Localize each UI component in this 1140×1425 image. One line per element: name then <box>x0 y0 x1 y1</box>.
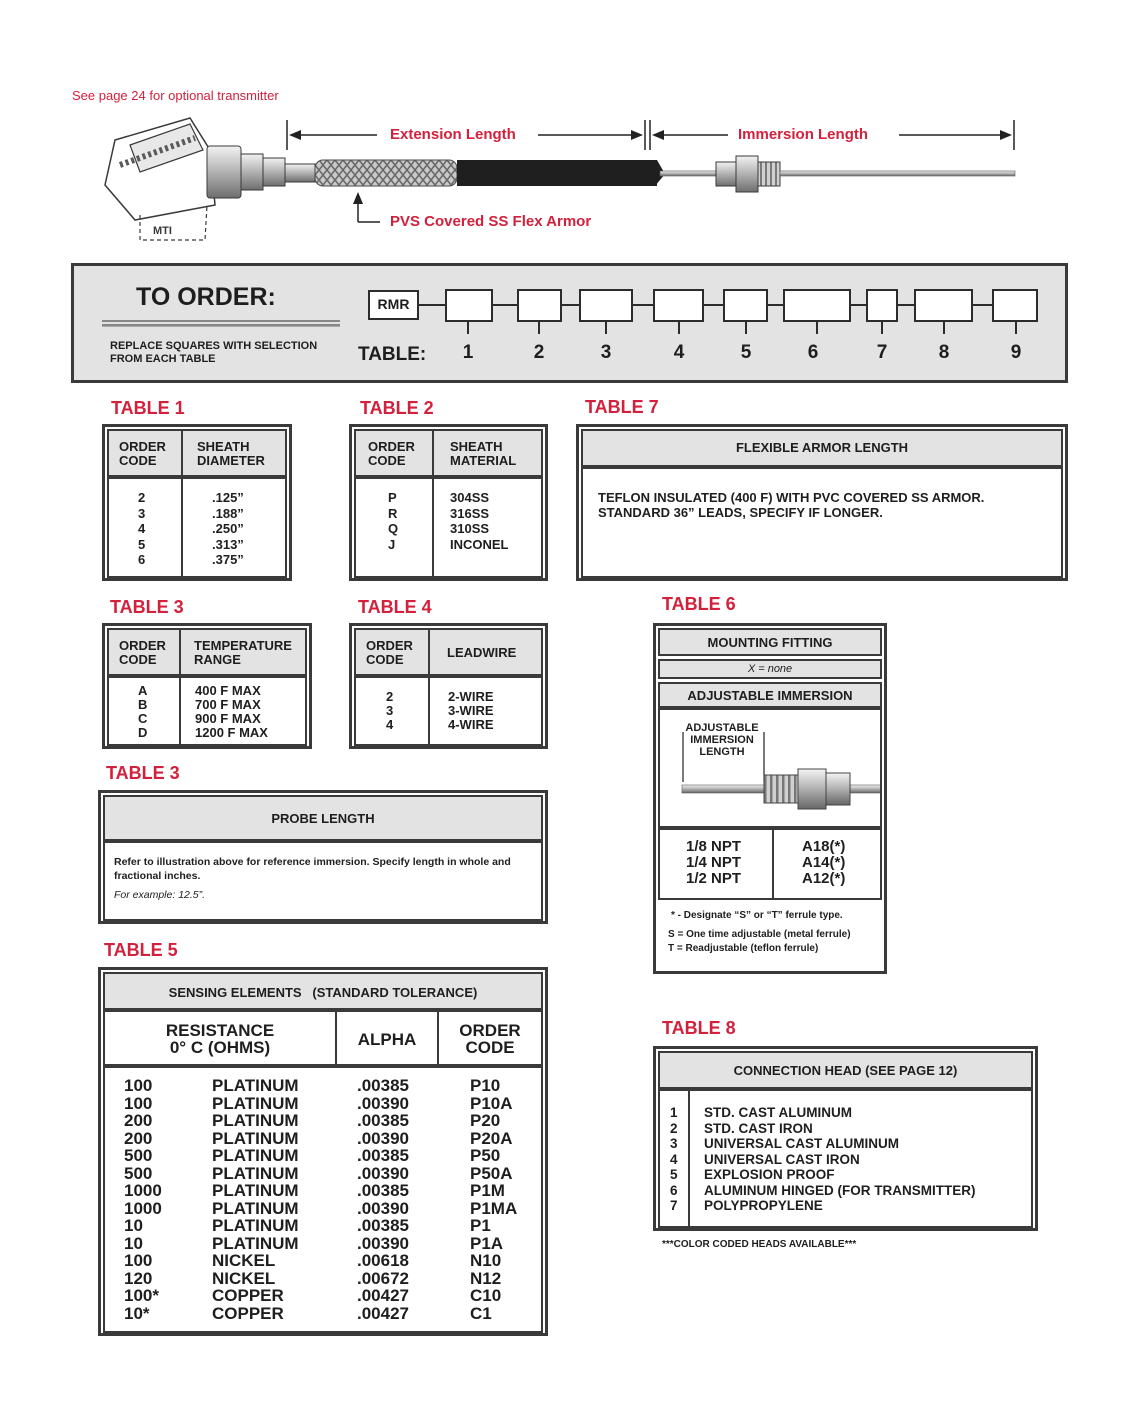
table5-header: SENSING ELEMENTS (STANDARD TOLERANCE) <box>168 985 478 1000</box>
table4-title: TABLE 4 <box>358 597 432 617</box>
armor-label: PVS Covered SS Flex Armor <box>390 213 592 230</box>
order-instruction: REPLACE SQUARES WITH SELECTION FROM EACH TABLE <box>110 340 318 365</box>
table6-codes: A18(*) A14(*) A12(*) <box>802 838 846 887</box>
table2 <box>349 424 548 581</box>
immersion-length-label: Immersion Length <box>738 126 869 143</box>
transmitter-note: See page 24 for optional transmitter <box>72 88 279 103</box>
table5 <box>98 967 548 1336</box>
order-square-7[interactable] <box>866 289 898 322</box>
table5-col-alpha: ALPHA <box>357 1030 417 1049</box>
table8-header: CONNECTION HEAD (SEE PAGE 12) <box>733 1063 958 1078</box>
table-number-9: 9 <box>1010 342 1022 363</box>
table4-codes: 2 3 4 <box>386 689 394 732</box>
table6-sub-header: ADJUSTABLE IMMERSION <box>687 688 853 703</box>
table8-footnote: ***COLOR CODED HEADS AVAILABLE*** <box>662 1239 857 1250</box>
order-square-5[interactable] <box>723 289 768 322</box>
table-number-7: 7 <box>876 342 888 363</box>
table-number-1: 1 <box>462 342 474 363</box>
order-divider-2 <box>102 326 340 327</box>
table8 <box>653 1046 1038 1231</box>
table6-note-designate: * - Designate “S” or “T” ferrule type. <box>671 910 843 921</box>
table5-col-resistance: RESISTANCE 0° C (OHMS) <box>165 1021 275 1057</box>
table1-title: TABLE 1 <box>111 398 185 418</box>
table8-codes: 1 2 3 4 5 6 7 <box>670 1105 678 1213</box>
table6-note-t: T = Readjustable (teflon ferrule) <box>668 943 819 954</box>
table4-leadwires: 2-WIRE 3-WIRE 4-WIRE <box>448 689 494 732</box>
table3a-col-code: ORDER CODE <box>119 638 166 667</box>
adjustable-fitting-drawing <box>668 712 880 824</box>
table5-codes: P10 P10A P20 P20A P50 P50A P1M P1MA P1 P1A N10 N12 C10 C1 <box>470 1076 518 1323</box>
order-square-8[interactable] <box>914 289 973 322</box>
table1 <box>102 424 292 581</box>
table6-note-s: S = One time adjustable (metal ferrule) <box>668 929 851 940</box>
extension-length-label: Extension Length <box>390 126 516 143</box>
table4 <box>349 623 548 749</box>
table5-title: TABLE 5 <box>104 940 178 960</box>
table3a-codes: A B C D <box>138 683 148 740</box>
table3a-col-range: TEMPERATURE RANGE <box>194 638 292 667</box>
head-logo: MTI <box>153 225 172 237</box>
prefix-connector <box>419 304 445 306</box>
table5-ohms: 100 100 200 200 500 500 1000 1000 10 10 100 120 100* 10* <box>124 1076 162 1323</box>
table1-col-diameter: SHEATH DIAMETER <box>197 439 265 468</box>
order-prefix: RMR <box>377 296 410 312</box>
connection-head-drawing <box>105 118 285 240</box>
table2-codes: P R Q J <box>388 490 399 552</box>
table-number-4: 4 <box>673 342 685 363</box>
table6 <box>653 623 887 974</box>
table8-title: TABLE 8 <box>662 1018 736 1038</box>
order-prefix-box <box>368 290 419 320</box>
table6-none-note: X = none <box>747 663 793 675</box>
order-title: TO ORDER: <box>136 283 276 311</box>
order-table-label: TABLE: <box>358 344 427 365</box>
table5-alphas: .00385 .00390 .00385 .00390 .00385 .00390 .00385 .00390 .00385 .00390 .00618 .00672 .00427 .00427 <box>357 1076 409 1323</box>
table1-col-code: ORDER CODE <box>119 439 166 468</box>
table-number-3: 3 <box>600 342 612 363</box>
table1-diameters: .125” .188” .250” .313” .375” <box>212 490 244 567</box>
table4-col-code: ORDER CODE <box>366 638 413 667</box>
table4-col-leadwire: LEADWIRE <box>447 645 517 660</box>
order-square-6[interactable] <box>783 289 851 322</box>
table3-temperature <box>102 623 312 749</box>
table3b-header: PROBE LENGTH <box>271 811 375 826</box>
table2-title: TABLE 2 <box>360 398 434 418</box>
table6-header: MOUNTING FITTING <box>707 635 833 650</box>
order-square-1[interactable] <box>445 289 493 322</box>
table7-header: FLEXIBLE ARMOR LENGTH <box>735 440 909 455</box>
table3b-example: For example: 12.5”. <box>114 889 206 901</box>
table3b-body: Refer to illustration above for reference immersion. Specify length in whole and fractional inches. <box>114 856 511 882</box>
table7-title: TABLE 7 <box>585 397 659 417</box>
table6-sizes: 1/8 NPT 1/4 NPT 1/2 NPT <box>686 838 742 887</box>
table-number-8: 8 <box>938 342 950 363</box>
table3-probe-length <box>98 790 548 924</box>
table6-figure-label: ADJUSTABLE IMMERSION LENGTH <box>685 722 759 758</box>
table2-materials: 304SS 316SS 310SS INCONEL <box>450 490 509 552</box>
table3b-title: TABLE 3 <box>106 763 180 783</box>
table5-materials: PLATINUM PLATINUM PLATINUM PLATINUM PLATINUM PLATINUM PLATINUM PLATINUM PLATINUM PLATINUM NICKEL NICKEL COPPER COPPER <box>212 1076 299 1323</box>
table5-col-code: ORDER CODE <box>459 1021 521 1057</box>
table-number-2: 2 <box>533 342 545 363</box>
order-panel <box>71 263 1068 383</box>
table2-col-code: ORDER CODE <box>368 439 415 468</box>
table6-title: TABLE 6 <box>662 594 736 614</box>
table7 <box>576 424 1068 581</box>
table8-heads: STD. CAST ALUMINUM STD. CAST IRON UNIVERSAL CAST ALUMINUM UNIVERSAL CAST IRON EXPLOSION PROOF ALUMINUM HINGED (FOR TRANSMITTER) POLYPROPYLENE <box>704 1105 976 1213</box>
table-number-6: 6 <box>807 342 819 363</box>
table-number-5: 5 <box>740 342 752 363</box>
order-square-3[interactable] <box>579 289 633 322</box>
order-square-9[interactable] <box>992 289 1038 322</box>
table7-body: TEFLON INSULATED (400 F) WITH PVC COVERED SS ARMOR. STANDARD 36” LEADS, SPECIFY IF LONGER. <box>598 490 985 520</box>
table1-codes: 2 3 4 5 6 <box>138 490 146 567</box>
table3a-ranges: 400 F MAX 700 F MAX 900 F MAX 1200 F MAX <box>195 683 268 740</box>
order-square-4[interactable] <box>653 289 704 322</box>
order-square-2[interactable] <box>517 289 562 322</box>
table3a-title: TABLE 3 <box>110 597 184 617</box>
table2-col-material: SHEATH MATERIAL <box>450 439 517 468</box>
